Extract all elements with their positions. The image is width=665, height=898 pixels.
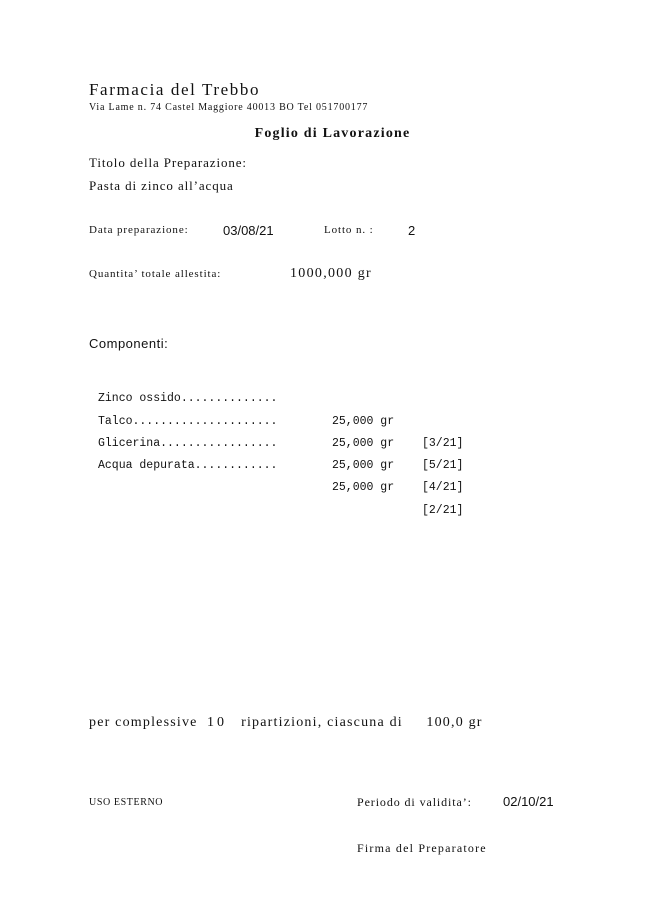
component-lot: [2/21] <box>422 503 464 517</box>
partition-quantity: 100,0 gr <box>426 715 483 730</box>
lot-number-value: 2 <box>408 223 416 238</box>
component-name: Zinco ossido.............. <box>98 392 278 406</box>
component-name: Acqua depurata............ <box>98 459 278 473</box>
preparation-date-value: 03/08/21 <box>223 223 274 238</box>
total-quantity-value: 1000,000 gr <box>290 266 372 281</box>
component-lot: [5/21] <box>422 459 464 473</box>
partitions-count: 10 <box>207 715 227 730</box>
component-name: Glicerina................. <box>98 436 278 450</box>
preparation-date-label: Data preparazione: <box>89 224 189 236</box>
component-quantity: 25,000 gr <box>332 459 395 473</box>
preparation-title-value: Pasta di zinco all’acqua <box>89 178 234 193</box>
preparation-title-label: Titolo della Preparazione: <box>89 155 247 170</box>
pharmacy-name: Farmacia del Trebbo <box>89 80 261 99</box>
usage-label: USO ESTERNO <box>89 797 164 808</box>
component-lot: [3/21] <box>422 436 464 450</box>
component-quantity: 25,000 gr <box>332 414 395 428</box>
lot-number-label: Lotto n. : <box>324 224 374 236</box>
component-lot: [4/21] <box>422 481 464 495</box>
partitions-line <box>89 715 483 731</box>
component-quantity: 25,000 gr <box>332 481 395 495</box>
partitions-middle: ripartizioni, ciascuna di <box>241 715 403 730</box>
components-heading: Componenti: <box>89 336 169 351</box>
validity-value: 02/10/21 <box>503 794 554 809</box>
document-title: Foglio di Lavorazione <box>254 126 411 141</box>
total-quantity-label: Quantita’ totale allestita: <box>89 268 222 280</box>
validity-label: Periodo di validita’: <box>357 795 472 809</box>
component-quantity: 25,000 gr <box>332 436 395 450</box>
partitions-prefix: per complessive <box>89 715 198 730</box>
pharmacy-address: Via Lame n. 74 Castel Maggiore 40013 BO Tel 051700177 <box>89 102 369 113</box>
signature-label: Firma del Preparatore <box>357 841 487 855</box>
component-name: Talco..................... <box>98 414 278 428</box>
components-list <box>98 366 464 517</box>
